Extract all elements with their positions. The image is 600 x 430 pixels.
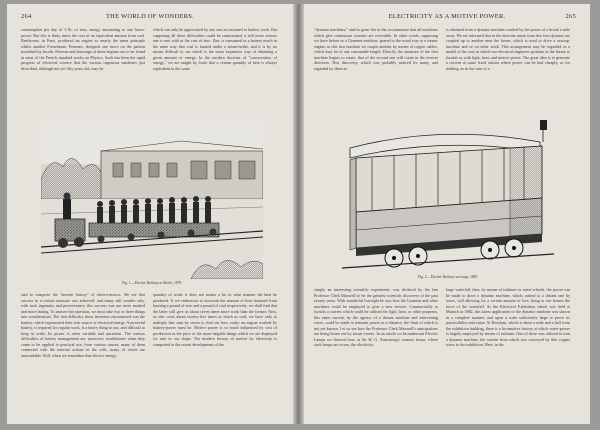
book-gutter [293, 4, 304, 424]
left-page [7, 4, 293, 424]
running-title: ELECTRICITY AS A MOTIVE POWER. [388, 13, 506, 20]
right-page [304, 4, 590, 424]
text-column-2-bottom: large waterfall; then, by means of turbines or water-wheels, the power can be made to drive a dynamo machine, which, united to a distant one by wires, will allowing for a certain amount of loss, bring to our homes the force of the waterfall. At the Electrical Exhibition which was held at Munich in 1882, this latest application of the dynamo machine was shown in a complete manner, and upon a scale sufficiently large to prove its practicability and value. At Hirschau, which is about a mile and a half from the exhibition building, there is a locomotive factory at which water-power is largely employed by means of turbines. One of these was utilised to turn a dynamo machine, the current from which was conveyed by thin copper wires to the exhibition. Here, in the [446, 287, 570, 347]
page-number: 264 [21, 13, 32, 20]
running-title: THE WORLD OF WONDERS. [105, 13, 195, 20]
text-column-1-top: consumption per day of 3 lb. of zinc, energy amounting to one horse-power. But this is thirty times the cost of an equivalent amount from coal. Beethoven, in Paris, produced an engine so nearly the same principle whilst another Frenchman, Froment, designed one more on the pattern furnished by Jacobi. Patterns and drawings of these engines are to be found in most of the French standard works on Physics. Such has been the rapid progress of electrical science that the various ingenious machines just described, although not yet fifty years old, may be [21, 27, 145, 71]
figure-caption: Fig. 1.—Electric Railway at Berlin, 1879. [121, 281, 183, 285]
text-column-1-bottom: simply an interesting scientific experiment, was declared by the late Professor Clerk Maxwell to be the greatest scientific discovery of the past twenty years. With wonderful foresight he saw how the Gramme and other machines could be employed to give a new service. Commercially to furnish a current which could be utilised for light, heat, or other purposes, this same current, by the agency of a distant machine and intervening wires, could be made to transmit power to a distance, the limit of which is not yet known. Let us see how the Professor Clerk Maxwell's anticipations are being borne out by actual events. In an article on Incandescent Electric Lamps we showed how, at Sir W. G. Armstrong's country house, where such lamps are in use, the electricity [314, 287, 438, 347]
figure-caption: Fig. 2.—Electric Railway-carriage, 1883. [417, 275, 479, 279]
text-column-1-bottom: said to comprise the "ancient history" of electro-motors. We see that success in a certain measure was achieved, and many still wonder why, with such ingenuity and perseverance, this success was not more marked and more lasting. To answer this question, we must take two or three things into consideration. The first difficulty those inventors encountered was the battery, which represented their sole source of electrical energy. A powerful battery, if required for regular work, is a heavy thing to use, and difficult to keep in order. Its power is often variable and uncertain. The various difficulties of battery management are, moreover, troublesome when they come to be applied to practical use, from various causes, many of them connected with the internal actions in the cells, many of which are unavoidable. Still, when we remember that electric energy [21, 292, 145, 358]
text-column-2-bottom: quantity of work: it does not matter a bit in what manner the heat be produced. If we endeavour to ascertain the amount of heat obtained from burning a pound of zinc and a pound of coal respectively, we shall find that the latter will give us about seven times more work than the former. Now, as zinc costs about twenty-five times as much as coal, we have only to multiply that sum by seven to find out how costly an engine worked by battery-power must be. Motive power is so much influenced by cost of production as the price of the more tangible things which we are displayed for sale in our shops. The modern history of motive by electricity is comprised in the recent development of the [153, 292, 277, 347]
text-column-2-top: which can only be appreciated by any one accustomed to battery work. But supposing all these difficulties could be surmounted, a still more serious one is met with in the cost of zinc. Zinc is consumed in a battery much in the same way that coal is burned under a steam-boiler, and it is by no means difficult to see which is the more expensive way of obtaining a given amount of energy. In the modern doctrine of "conservation of energy," we are taught by Joule that a certain quantity of heat is always equivalent to the same [153, 27, 277, 71]
electric-railway-carriage-illustration [342, 112, 554, 272]
page-number: 265 [565, 13, 576, 20]
right-page-header [318, 13, 576, 23]
text-column-2-top: is obtained from a dynamo machine worked by the power of a brook a mile away. We are informed that in the doctrine arises from this first dynamo are coupled up to another near the house, which is used to drive a sawing-machine and so on other work. This arrangement may be regarded as a model of the way in which our electrical engineers promise in the future to furnish us with light, heat, and motive power. The great idea is to generate a current at some fixed station where power can be had cheaply, or for nothing, as in the case of a [446, 27, 570, 71]
text-column-1-top: "dynamo machines," and its germ lies in the circumstance that all machines which give continuous currents are reversible. In other words, supposing we have before us a Gramme machine, geared to the usual way to a steam-engine, in this first machine we couple another by means of copper cables, which may be of any reasonable length. Directly the armature of the first machine begins to rotate, that of the second one will rotate in the reverse direction. This discovery, which was probably noticed by many, and regarded by them as [314, 27, 438, 71]
electric-railway-berlin-illustration [41, 119, 263, 279]
left-page-header [21, 13, 279, 23]
